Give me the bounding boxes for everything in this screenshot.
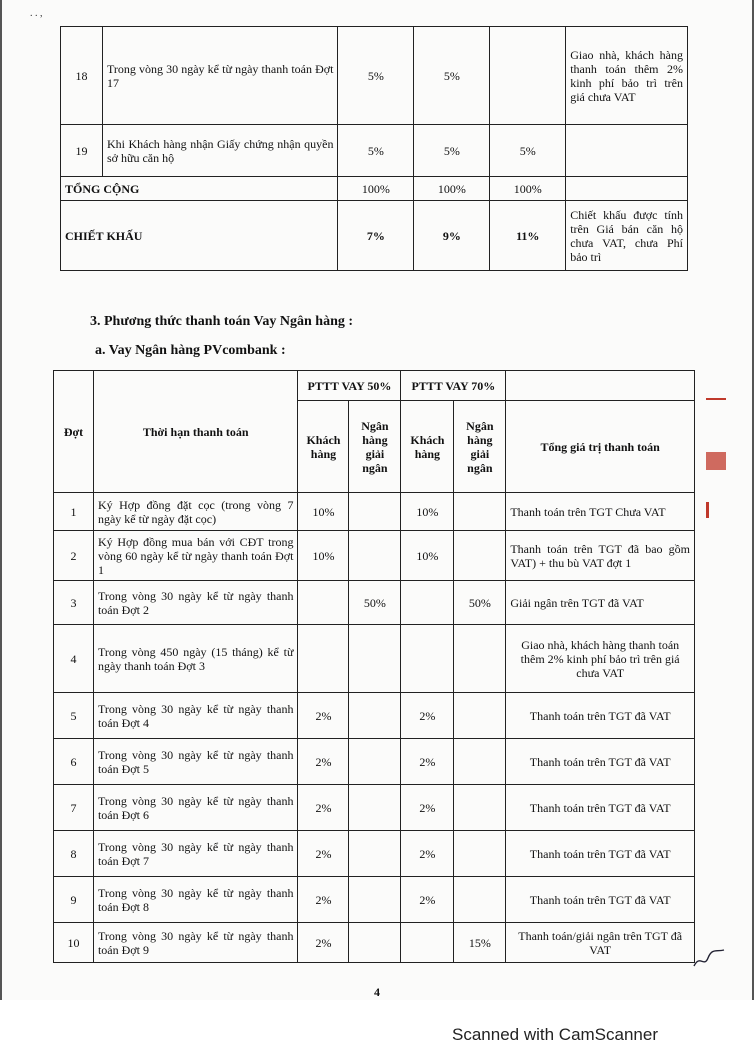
row-number: 10 (54, 923, 94, 963)
row-note: Thanh toán trên TGT đã VAT (506, 831, 695, 877)
table-row (54, 831, 695, 877)
pvcombank-payment-table (53, 370, 695, 963)
cell-value (454, 831, 506, 877)
cell-value (298, 581, 349, 625)
row-note: Thanh toán trên TGT đã VAT (506, 693, 695, 739)
total-label: TỔNG CỘNG (61, 177, 338, 201)
discount-label: CHIẾT KHẤU (61, 201, 338, 271)
cell-value: 2% (401, 739, 454, 785)
cell-value: 50% (454, 581, 506, 625)
table-row (54, 493, 695, 531)
cell-value: 15% (454, 923, 506, 963)
discount-value: 9% (414, 201, 490, 271)
row-number: 5 (54, 693, 94, 739)
table-row (54, 625, 695, 693)
discount-row (61, 201, 688, 271)
cell-value (349, 625, 401, 693)
cell-value: 5% (490, 125, 566, 177)
row-number: 19 (61, 125, 103, 177)
header-term: Thời hạn thanh toán (93, 371, 298, 493)
row-note: Thanh toán trên TGT đã VAT (506, 877, 695, 923)
table-row (54, 785, 695, 831)
cell-value (454, 625, 506, 693)
header-group-70: PTTT VAY 70% (401, 371, 506, 401)
cell-value: 5% (338, 125, 414, 177)
cell-value (349, 493, 401, 531)
row-number: 6 (54, 739, 94, 785)
row-note: Thanh toán trên TGT đã VAT (506, 739, 695, 785)
table-row (54, 739, 695, 785)
cell-value: 10% (298, 493, 349, 531)
row-note: Thanh toán/giải ngân trên TGT đã VAT (506, 923, 695, 963)
table-row (54, 581, 695, 625)
header-row (54, 371, 695, 401)
total-value: 100% (414, 177, 490, 201)
cell-value (349, 877, 401, 923)
row-note: Giải ngân trên TGT đã VAT (506, 581, 695, 625)
cell-value: 2% (298, 831, 349, 877)
row-number: 2 (54, 531, 94, 581)
cell-value: 2% (401, 693, 454, 739)
payment-term: Trong vòng 450 ngày (15 tháng) kể từ ngày thanh toán Đợt 3 (93, 625, 298, 693)
total-value: 100% (490, 177, 566, 201)
payment-term: Trong vòng 30 ngày kể từ ngày thanh toán Đợt 9 (93, 923, 298, 963)
payment-term: Trong vòng 30 ngày kể từ ngày thanh toán Đợt 2 (93, 581, 298, 625)
scan-marks: . . , (30, 8, 43, 19)
row-note (566, 125, 688, 177)
payment-term: Ký Hợp đồng mua bán với CĐT trong vòng 60 ngày kể từ ngày thanh toán Đợt 1 (93, 531, 298, 581)
cell-value: 5% (338, 27, 414, 125)
total-value: 100% (338, 177, 414, 201)
total-row (61, 177, 688, 201)
row-note: Thanh toán trên TGT đã VAT (506, 785, 695, 831)
table-row (54, 693, 695, 739)
cell-value: 5% (414, 125, 490, 177)
section-heading-3a: a. Vay Ngân hàng PVcombank : (95, 343, 286, 358)
payment-term: Trong vòng 30 ngày kể từ ngày thanh toán Đợt 4 (93, 693, 298, 739)
cell-value: 2% (401, 831, 454, 877)
stamp-fragment (706, 452, 726, 470)
discount-note: Chiết khấu được tính trên Giá bán căn hộ chưa VAT, chưa Phí bảo trì (566, 201, 688, 271)
row-number: 9 (54, 877, 94, 923)
cell-value: 2% (298, 785, 349, 831)
cell-value (349, 785, 401, 831)
payment-term: Trong vòng 30 ngày kể từ ngày thanh toán Đợt 5 (93, 739, 298, 785)
cell-value: 5% (414, 27, 490, 125)
header-group-50: PTTT VAY 50% (298, 371, 401, 401)
row-number: 18 (61, 27, 103, 125)
header-dot: Đợt (54, 371, 94, 493)
cell-value (349, 831, 401, 877)
cell-value (454, 877, 506, 923)
table-row (54, 877, 695, 923)
total-note (566, 177, 688, 201)
cell-value: 2% (298, 739, 349, 785)
row-number: 4 (54, 625, 94, 693)
row-note: Giao nhà, khách hàng thanh toán thêm 2% kinh phí bảo trì trên giá chưa VAT (566, 27, 688, 125)
table-row (61, 27, 688, 125)
row-note: Thanh toán trên TGT Chưa VAT (506, 493, 695, 531)
cell-value (401, 923, 454, 963)
row-number: 1 (54, 493, 94, 531)
cell-value: 2% (401, 877, 454, 923)
cell-value: 2% (298, 877, 349, 923)
payment-table-continued (60, 26, 688, 271)
header-total: Tổng giá trị thanh toán (506, 401, 695, 493)
header-blank (506, 371, 695, 401)
section-heading-3: 3. Phương thức thanh toán Vay Ngân hàng : (90, 314, 354, 329)
discount-value: 11% (490, 201, 566, 271)
signature-mark (692, 948, 726, 975)
scan-edge-left (0, 0, 2, 1050)
cell-value (454, 531, 506, 581)
cell-value: 10% (298, 531, 349, 581)
stamp-fragment (706, 398, 726, 412)
table-row (54, 531, 695, 581)
cell-value (401, 581, 454, 625)
cell-value: 2% (401, 785, 454, 831)
cell-value (454, 693, 506, 739)
cell-value: 50% (349, 581, 401, 625)
payment-term: Trong vòng 30 ngày kể từ ngày thanh toán Đợt 8 (93, 877, 298, 923)
cell-value: 2% (298, 693, 349, 739)
discount-value: 7% (338, 201, 414, 271)
cell-value (454, 493, 506, 531)
header-customer: Khách hàng (401, 401, 454, 493)
payment-term: Khi Khách hàng nhận Giấy chứng nhận quyền sở hữu căn hộ (102, 125, 338, 177)
cell-value: 2% (298, 923, 349, 963)
row-number: 3 (54, 581, 94, 625)
header-bank: Ngân hàng giải ngân (454, 401, 506, 493)
payment-term: Trong vòng 30 ngày kể từ ngày thanh toán Đợt 7 (93, 831, 298, 877)
cell-value (490, 27, 566, 125)
payment-term: Trong vòng 30 ngày kể từ ngày thanh toán Đợt 6 (93, 785, 298, 831)
camscanner-label: Scanned with CamScanner (452, 1025, 659, 1044)
cell-value (298, 625, 349, 693)
page-number: 4 (374, 985, 380, 999)
table-row (61, 125, 688, 177)
cell-value (454, 785, 506, 831)
row-note: Thanh toán trên TGT đã bao gồm VAT) + thu bù VAT đợt 1 (506, 531, 695, 581)
row-note: Giao nhà, khách hàng thanh toán thêm 2% kinh phí bảo trì trên giá chưa VAT (506, 625, 695, 693)
payment-term: Trong vòng 30 ngày kể từ ngày thanh toán Đợt 17 (102, 27, 338, 125)
header-customer: Khách hàng (298, 401, 349, 493)
table-row (54, 923, 695, 963)
cell-value (349, 923, 401, 963)
row-number: 8 (54, 831, 94, 877)
cell-value (349, 739, 401, 785)
payment-term: Ký Hợp đồng đặt cọc (trong vòng 7 ngày kể từ ngày đặt cọc) (93, 493, 298, 531)
stamp-fragment (706, 502, 729, 518)
cell-value (349, 531, 401, 581)
cell-value (454, 739, 506, 785)
cell-value (349, 693, 401, 739)
cell-value: 10% (401, 493, 454, 531)
header-bank: Ngân hàng giải ngân (349, 401, 401, 493)
cell-value: 10% (401, 531, 454, 581)
row-number: 7 (54, 785, 94, 831)
cell-value (401, 625, 454, 693)
